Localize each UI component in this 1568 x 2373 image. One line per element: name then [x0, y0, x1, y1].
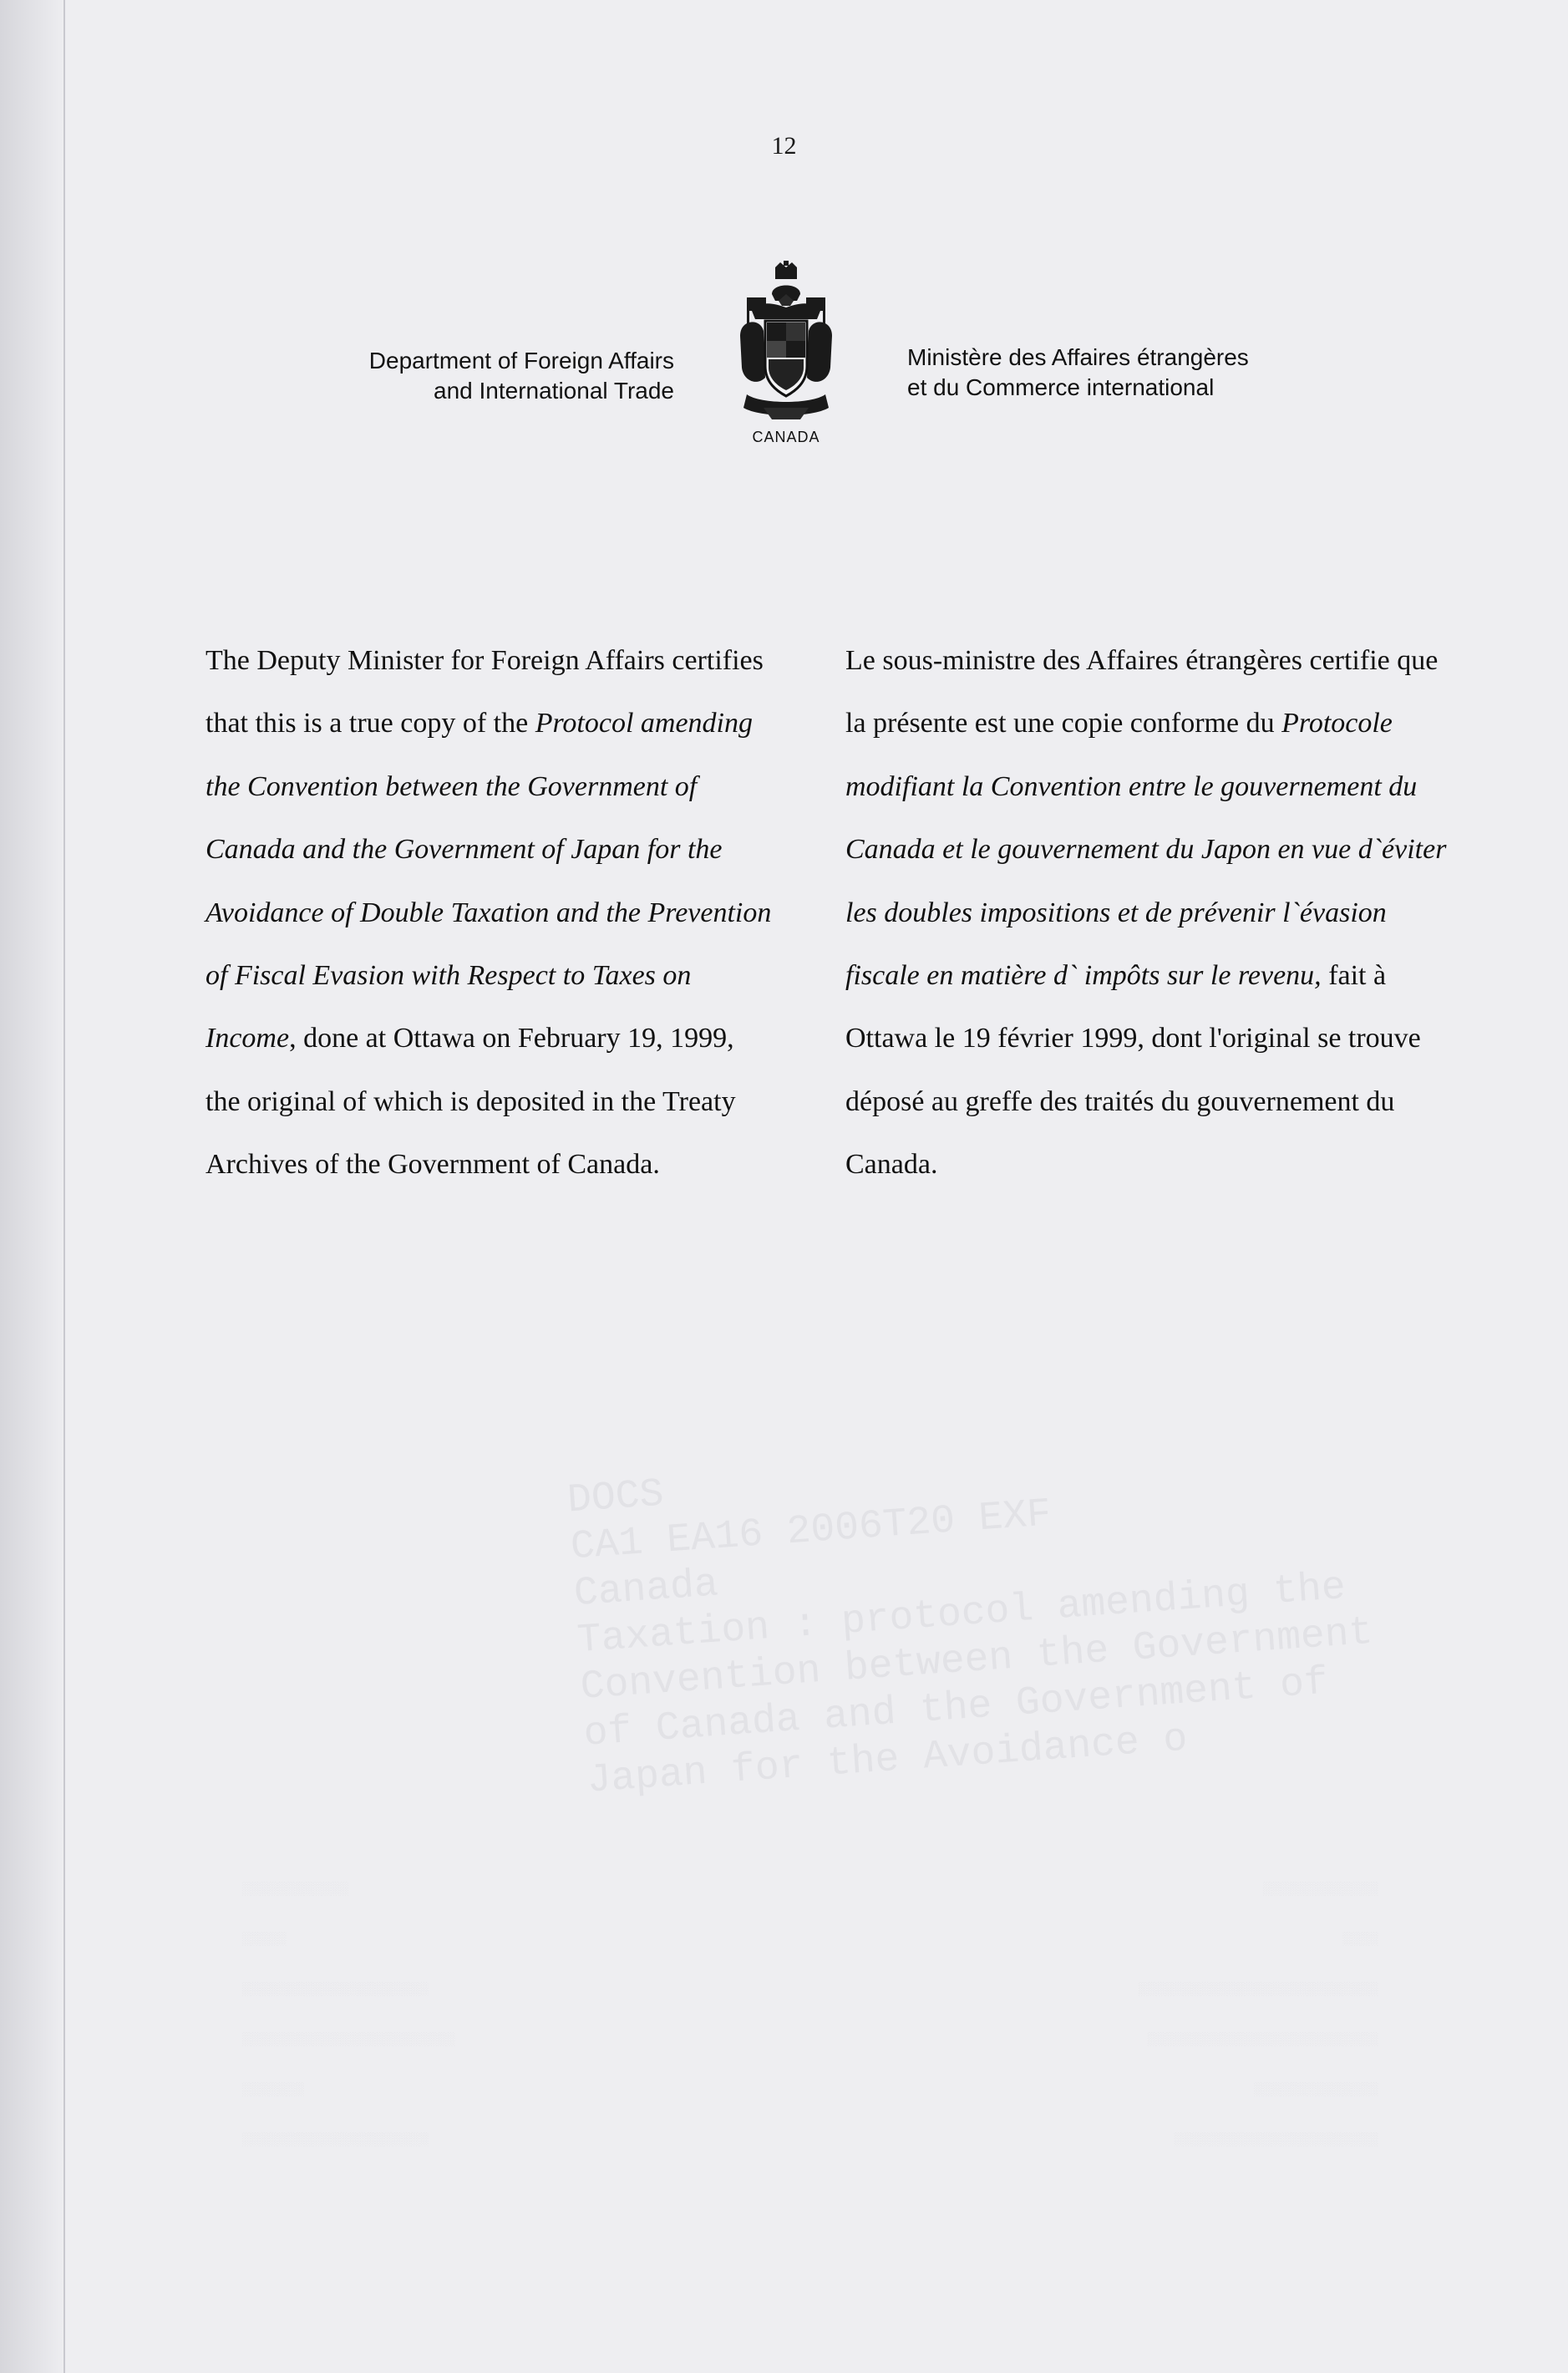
french-certification — [845, 629, 1447, 1197]
department-name-french-line1: Ministère des Affaires étrangères — [907, 344, 1249, 370]
crest-label: CANADA — [752, 429, 820, 445]
english-certification — [206, 629, 774, 1197]
page-edge — [63, 0, 65, 2373]
department-name-french-line2: et du Commerce international — [907, 374, 1215, 400]
department-name-english — [369, 346, 674, 406]
french-certification-text — [845, 629, 1447, 1197]
show-through-imprint: ░░░░░░░░░░░░░░░░░░░░░░░ ░░░░░░░░░░░░░░░░░░░░░ ░░░░░░░░░░░░░░ ░░░░░░░ ░░░░░░░░░░░░░░░░░░░░░░░░░░ ░░░░░░░░░░░░░░░░░░░░░░░░ ░░░░░░░░░░░░░░░░░░░░░░░░░░░ ░░░░░░░░░░░░░░░░░░░░░ ░░░░ ░░░░░ ░░░░░░░░░░░░░ ░░░░░░░░░░░░ — [242, 1882, 1378, 2147]
french-text-intro: Le sous-ministre des Affaires étrangères certifie que la présente est une copie conforme du — [845, 645, 1439, 739]
english-text-outro: , done at Ottawa on February 19, 1999, the original of which is deposited in the Treaty Archives of the Government of Canada. — [206, 1023, 736, 1181]
coat-of-arms-icon — [735, 261, 837, 421]
show-through-text: DOCS CA1 EA16 2006T20 EXF Canada Taxation : protocol amending the Convention between the Government of Canada and the Government of Japan for the Avoidance o — [566, 1471, 1375, 1804]
department-name-english-line1: Department of Foreign Affairs — [368, 348, 674, 373]
department-name-french — [907, 343, 1249, 403]
department-name-english-line2: and International Trade — [434, 378, 674, 404]
english-certification-text — [206, 629, 774, 1197]
french-text-outro: fait à Ottawa le 19 février 1999, dont l'original se trouve déposé au greffe des traités du gouvernement du Canada. — [845, 960, 1421, 1181]
page-shadow — [0, 0, 65, 2373]
english-text-intro: The Deputy Minister for Foreign Affairs certifies that this is a true copy of the — [206, 645, 764, 739]
french-protocol-title: Protocole modifiant la Convention entre le gouvernement du Canada et le gouvernement du Japon en vue d`éviter les doubles impositions et de prévenir l`évasion fiscale en matière d` impôts sur le revenu, — [845, 708, 1447, 992]
page-number: 12 — [771, 132, 797, 160]
english-protocol-title: Protocol amending the Convention between the Government of Canada and the Government of Japan for the Avoidance of Double Taxation and the Prevention of Fiscal Evasion with Respect to Taxes on Income — [206, 708, 772, 1054]
